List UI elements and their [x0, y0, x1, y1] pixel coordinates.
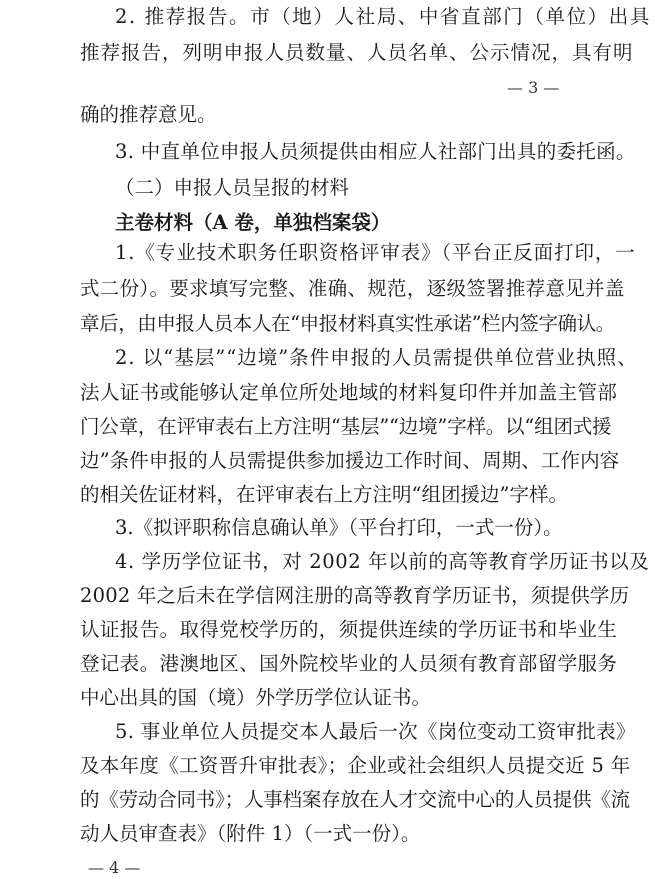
page-number-lower: — 4 —: [88, 858, 141, 877]
text-line-19: 登记表。港澳地区、国外院校毕业的人员须有教育部留学服务: [80, 652, 618, 675]
text-line-7: 1.《专业技术职务任职资格评审表》（平台正反面打印，一: [115, 241, 636, 264]
text-line-1: 2. 推荐报告。市（地）人社局、中省直部门（单位）出具: [115, 5, 652, 28]
text-line-10: 2. 以“基层”“边境”条件申报的人员需提供单位营业执照、: [115, 346, 638, 369]
text-line-14: 的相关佐证材料，在评审表右上方注明“组团援边”字样。: [80, 483, 568, 506]
text-line-23: 的《劳动合同书》；人事档案存放在人才交流中心的人员提供《流: [80, 788, 630, 811]
text-line-13: 边”条件申报的人员需提供参加援边工作时间、周期、工作内容: [80, 449, 620, 472]
text-line-11: 法人证书或能够认定单位所处地域的材料复印件并加盖主管部: [80, 381, 618, 404]
subsection-heading: 主卷材料（A 卷，单独档案袋）: [115, 211, 391, 234]
text-line-24: 动人员审查表》（附件 1）（一式一份）。: [80, 822, 421, 845]
text-line-16: 4. 学历学位证书，对 2002 年以前的高等教育学历证书以及: [115, 550, 650, 573]
text-line-12: 门公章，在评审表右上方注明“基层”“边境”字样。以“组团式援: [80, 415, 612, 438]
text-line-21: 5. 事业单位人员提交本人最后一次《岗位变动工资审批表》: [115, 720, 636, 743]
text-line-15: 3.《拟评职称信息确认单》（平台打印，一式一份）。: [115, 516, 563, 539]
text-line-3: 确的推荐意见。: [80, 103, 217, 126]
text-line-4: 3. 中直单位申报人员须提供由相应人社部门出具的委托函。: [115, 140, 636, 163]
page-number-upper: — 3 —: [507, 78, 560, 97]
text-line-17: 2002 年之后未在学信网注册的高等教育学历证书，须提供学历: [80, 584, 630, 607]
text-line-2: 推荐报告，列明申报人员数量、人员名单、公示情况，具有明: [80, 41, 634, 64]
text-line-8: 式二份）。要求填写完整、准确、规范，逐级签署推荐意见并盖: [80, 277, 625, 300]
text-line-9: 章后，由申报人员本人在“申报材料真实性承诺”栏内签字确认。: [80, 312, 615, 335]
text-line-18: 认证报告。取得党校学历的，须提供连续的学历证书和毕业生: [80, 618, 618, 641]
text-line-22: 及本年度《工资晋升审批表》；企业或社会组织人员提交近 5 年: [80, 754, 631, 777]
section-heading: （二）申报人员呈报的材料: [115, 176, 350, 199]
text-line-20: 中心出具的国（境）外学历学位认证书。: [80, 686, 432, 709]
